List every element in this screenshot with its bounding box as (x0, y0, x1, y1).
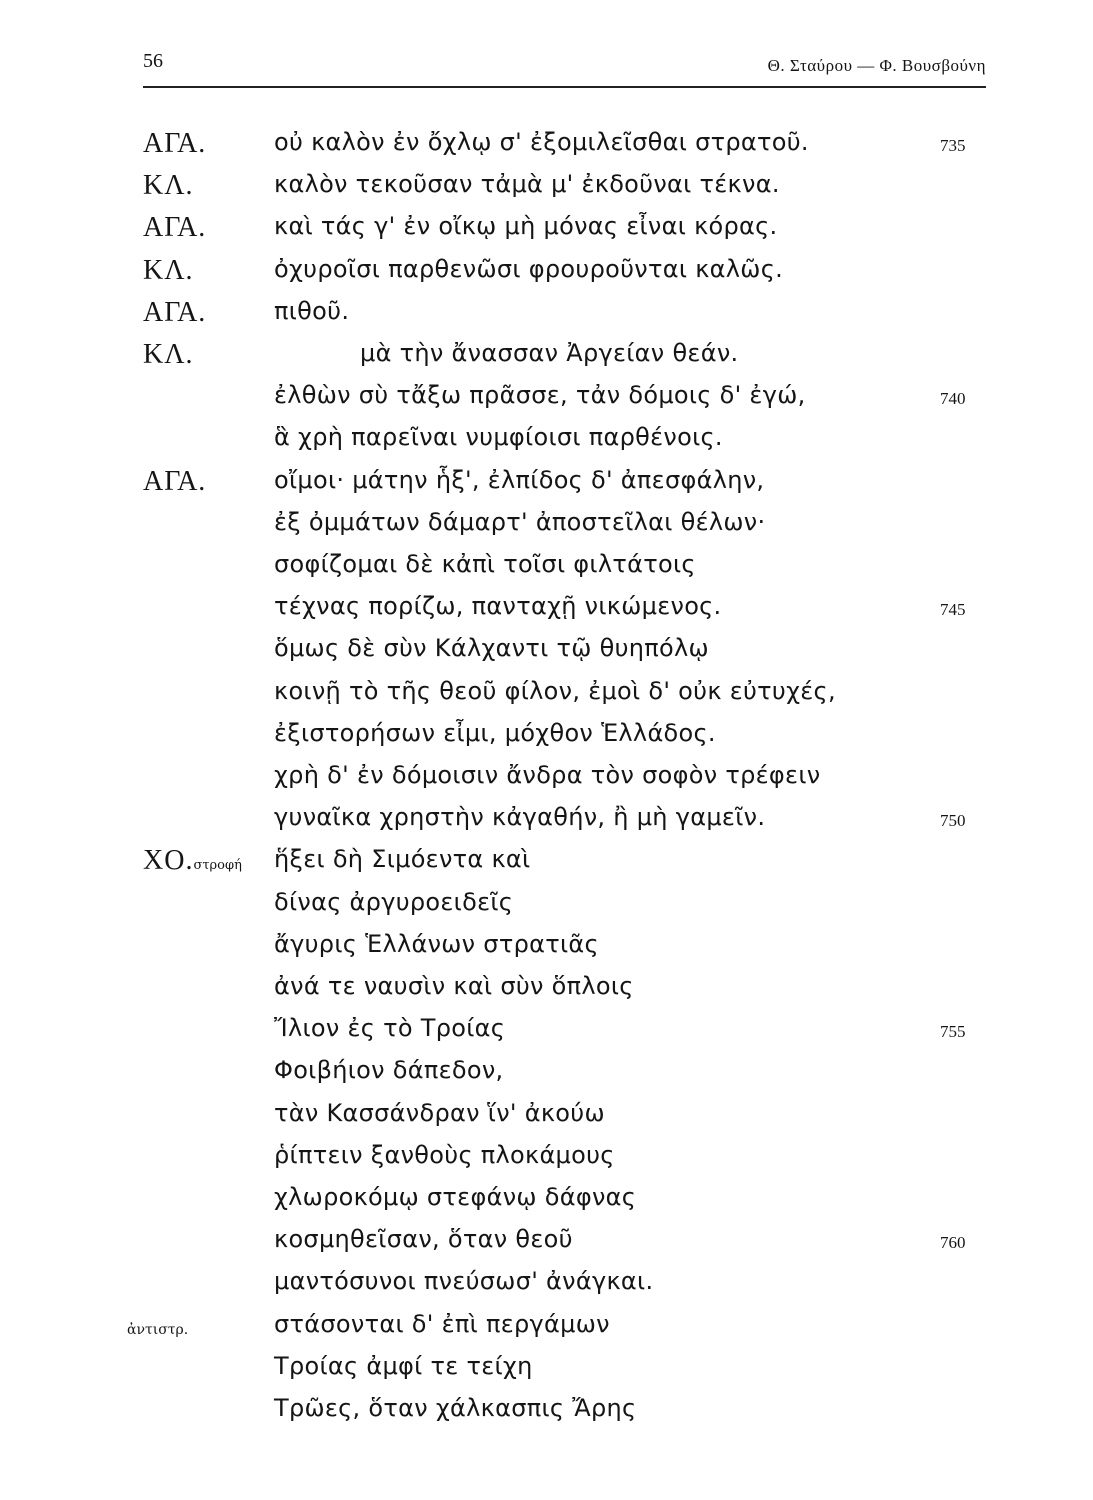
verse-text: στάσονται δ' ἐπὶ περγάμων (274, 1309, 610, 1338)
line-number: 755 (940, 1022, 966, 1042)
verse-text: τὰν Κασσάνδραν ἵν' ἀκούω (274, 1098, 605, 1127)
speaker-label (143, 212, 206, 244)
verse-text: Τροίας ἀμφί τε τείχη (274, 1351, 533, 1380)
verse-text: καλὸν τεκοῦσαν τἀμὰ μ' ἐκδοῦναι τέκνα. (274, 170, 780, 199)
verse-text: Ἴλιον ἐς τὸ Τροίας (274, 1014, 506, 1043)
verse-line (0, 212, 1093, 254)
verse-line (0, 845, 1093, 887)
line-number: 750 (940, 811, 966, 831)
speaker-label (143, 466, 206, 498)
page-number: 56 (143, 50, 163, 72)
speaker-label (143, 128, 206, 160)
verse-line (0, 508, 1093, 550)
verse-line (0, 803, 1093, 845)
verse-line (0, 634, 1093, 676)
verse-line (0, 761, 1093, 803)
speaker-name: ΑΓΑ. (143, 465, 207, 497)
verse-line (0, 972, 1093, 1014)
verse-text: Φοιβήιον δάπεδον, (274, 1056, 504, 1085)
verse-line (0, 297, 1093, 339)
verse-line (0, 592, 1093, 634)
page-header (143, 50, 986, 88)
line-number: 760 (940, 1233, 966, 1253)
verse-line (0, 466, 1093, 508)
verse-line (0, 1056, 1093, 1098)
speaker-name: ΑΓΑ. (143, 212, 207, 244)
verse-text: χρὴ δ' ἐν δόμοισιν ἄνδρα τὸν σοφὸν τρέφειν (274, 761, 821, 789)
verse-line (0, 1014, 1093, 1056)
speaker-name: ΑΓΑ. (143, 296, 207, 328)
verse-line (0, 719, 1093, 761)
line-number: 740 (940, 389, 966, 409)
verse-line (0, 930, 1093, 972)
speaker-label (143, 170, 194, 202)
verse-text: ῥίπτειν ξανθοὺς πλοκάμους (274, 1140, 615, 1169)
verse-line (0, 423, 1093, 465)
verse-text: κοινῇ τὸ τῆς θεοῦ φίλον, ἐμοὶ δ' οὐκ εὐτυχές, (274, 676, 836, 705)
verse-text: ὀχυροῖσι παρθενῶσι φρουροῦνται καλῶς. (274, 254, 784, 283)
antistrophe-note: ἀντιστρ. (127, 1321, 189, 1338)
verse-text: δίνας ἀργυροειδεῖς (274, 887, 514, 916)
speaker-name: ΚΛ. (143, 170, 194, 202)
verse-text: Τρῶες, ὅταν χάλκασπις Ἄρης (274, 1394, 637, 1422)
verse-text: καὶ τάς γ' ἐν οἴκῳ μὴ μόνας εἶναι κόρας. (274, 212, 778, 241)
verse-line (0, 550, 1093, 592)
verse-line (0, 170, 1093, 212)
verse-text: ἥξει δὴ Σιμόεντα καὶ (274, 845, 531, 874)
verse-text: πιθοῦ. (274, 296, 350, 325)
line-number: 745 (940, 600, 966, 620)
verse-text: γυναῖκα χρηστὴν κἀγαθήν, ἢ μὴ γαμεῖν. (274, 803, 766, 832)
line-number: 735 (940, 136, 966, 155)
verse-text: τέχνας πορίζω, πανταχῇ νικώμενος. (274, 592, 722, 621)
speaker-label (143, 339, 194, 371)
verse-line (0, 1310, 1093, 1352)
verse-line (0, 1352, 1093, 1394)
verse-text: ἐλθὼν σὺ τἄξω πρᾶσσε, τἀν δόμοις δ' ἐγώ, (274, 381, 806, 410)
running-head: Θ. Σταύρου — Φ. Βουσβούνη (767, 56, 986, 75)
speaker-label (143, 255, 194, 287)
verse-text: οἴμοι· μάτην ἧξ', ἐλπίδος δ' ἀπεσφάλην, (274, 465, 765, 494)
verse-text: χλωροκόμῳ στεφάνῳ δάφνας (274, 1183, 637, 1211)
verse-line (0, 1225, 1093, 1267)
verse-text: μὰ τὴν ἄνασσαν Ἀργείαν θεάν. (360, 339, 739, 367)
speaker-name: ΧΟ. (143, 845, 194, 877)
verse-line (0, 1141, 1093, 1183)
verse-line (0, 1183, 1093, 1225)
verse-line (0, 888, 1093, 930)
verse-line (0, 255, 1093, 297)
verse-text: οὐ καλὸν ἐν ὄχλῳ σ' ἐξομιλεῖσθαι στρατοῦ. (274, 128, 809, 156)
verse-text: ἐξ ὀμμάτων δάμαρτ' ἀποστεῖλαι θέλων· (274, 507, 766, 536)
verse-text: σοφίζομαι δὲ κἀπὶ τοῖσι φιλτάτοις (274, 550, 696, 578)
verse-line (0, 339, 1093, 381)
verse-text: ἃ χρὴ παρεῖναι νυμφίοισι παρθένοις. (274, 423, 723, 452)
verse-line (0, 677, 1093, 719)
verse-text: ὅμως δὲ σὺν Κάλχαντι τῷ θυηπόλῳ (274, 634, 709, 663)
verse-line (0, 381, 1093, 423)
verse-text: ἀνά τε ναυσὶν καὶ σὺν ὅπλοις (274, 972, 634, 1000)
speaker-label (143, 297, 206, 329)
verse-text: κοσμηθεῖσαν, ὅταν θεοῦ (274, 1225, 573, 1254)
verse-line (0, 1394, 1093, 1436)
speaker-name: ΚΛ. (143, 254, 194, 286)
verse-text: ἐξιστορήσων εἶμι, μόχθον Ἑλλάδος. (274, 718, 716, 747)
speaker-name: ΑΓΑ. (143, 128, 207, 159)
strophe-note: στροφή (193, 858, 242, 874)
speaker-label (143, 845, 242, 877)
verse-text: μαντόσυνοι πνεύσωσ' ἀνάγκαι. (274, 1267, 654, 1296)
verse-line (0, 1099, 1093, 1141)
verse-line (0, 1267, 1093, 1309)
speaker-name: ΚΛ. (143, 339, 194, 370)
verse-text: ἄγυρις Ἑλλάνων στρατιᾶς (274, 929, 599, 958)
verse-line (0, 128, 1093, 170)
